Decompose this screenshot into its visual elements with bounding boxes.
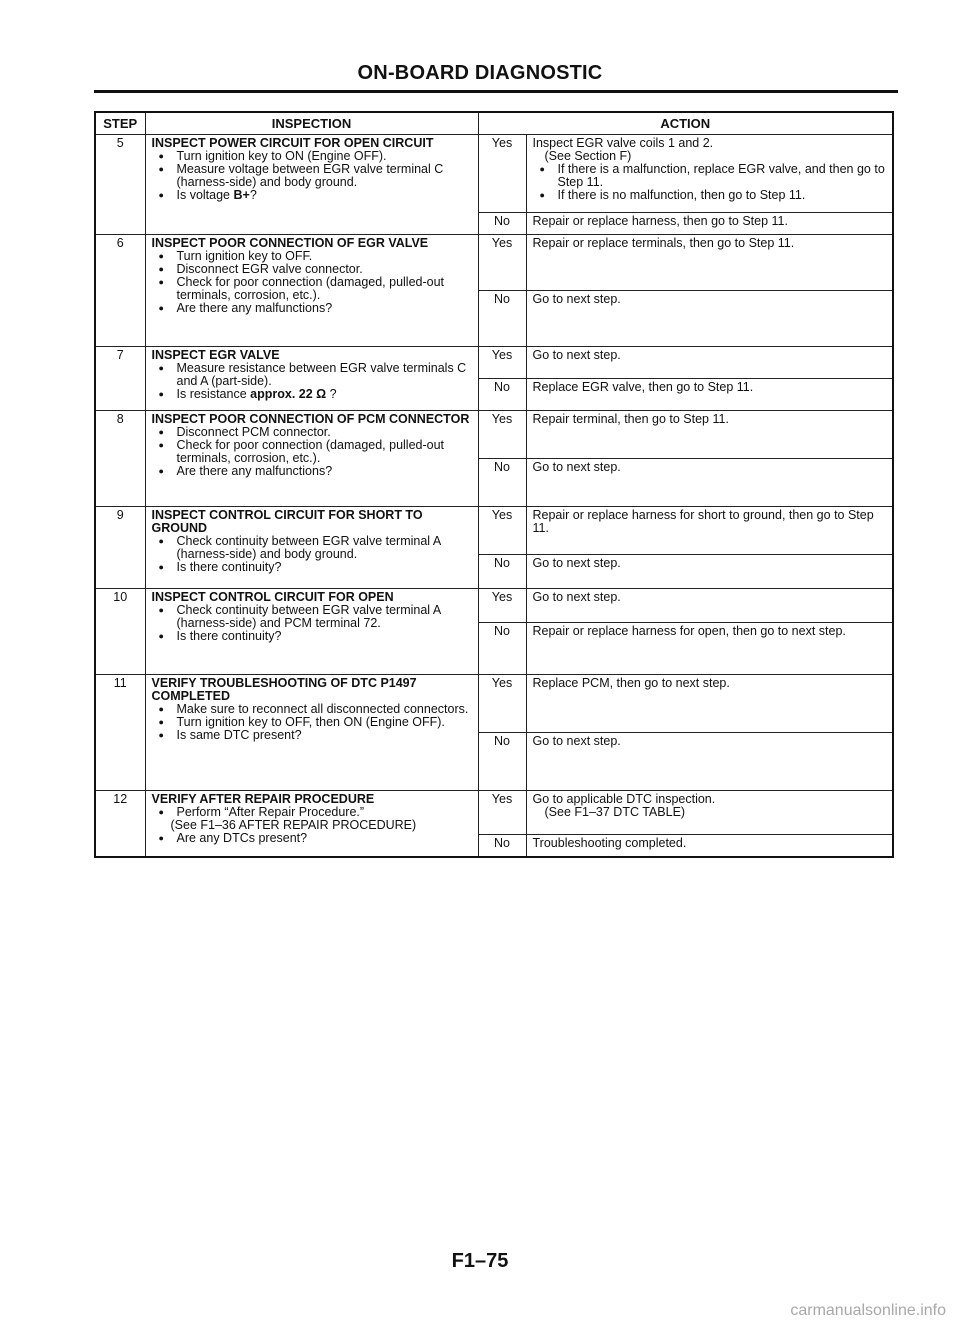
bullet: ● Turn ignition key to OFF, then ON (Engine OFF).: [152, 716, 472, 729]
step-number: 12: [95, 791, 145, 857]
action-yes: Repair or replace terminals, then go to Step 11.: [526, 235, 893, 291]
result-no: No: [478, 379, 526, 411]
action-no: Go to next step.: [526, 291, 893, 347]
header-inspection: INSPECTION: [145, 112, 478, 135]
title-rule: [94, 90, 898, 93]
table-row: [95, 235, 893, 291]
action-yes: Replace PCM, then go to next step.: [526, 675, 893, 733]
diagnostic-table: [94, 111, 894, 858]
result-yes: Yes: [478, 135, 526, 213]
inspection-cell: [145, 589, 478, 675]
step-number: 9: [95, 507, 145, 589]
action-no: Troubleshooting completed.: [526, 835, 893, 857]
table-row: [95, 675, 893, 733]
bullet: ● Check continuity between EGR valve terminal A (harness-side) and body ground.: [152, 535, 472, 561]
header-step: STEP: [95, 112, 145, 135]
action-no: Go to next step.: [526, 555, 893, 589]
table-row: [95, 589, 893, 623]
inspection-bullets: [152, 832, 472, 845]
bullet: ● Measure voltage between EGR valve terminal C (harness-side) and body ground.: [152, 163, 472, 189]
action-line: Inspect EGR valve coils 1 and 2.: [532, 136, 714, 150]
action-yes: Go to next step.: [526, 347, 893, 379]
step-number: 7: [95, 347, 145, 411]
bullet: ● Check continuity between EGR valve terminal A (harness-side) and PCM terminal 72.: [152, 604, 472, 630]
bullet: ● Disconnect PCM connector.: [152, 426, 472, 439]
result-yes: Yes: [478, 411, 526, 459]
step-number: 6: [95, 235, 145, 347]
bullet: ● Check for poor connection (damaged, pulled-out terminals, corrosion, etc.).: [152, 439, 472, 465]
result-yes: Yes: [478, 507, 526, 555]
inspection-reference: (See F1–36 AFTER REPAIR PROCEDURE): [170, 818, 417, 832]
bullet: ● Make sure to reconnect all disconnected connectors.: [152, 703, 472, 716]
result-yes: Yes: [478, 589, 526, 623]
bullet: ● Are any DTCs present?: [152, 832, 472, 845]
action-yes: Repair terminal, then go to Step 11.: [526, 411, 893, 459]
inspection-bullets: [152, 806, 472, 819]
header-action: ACTION: [478, 112, 893, 135]
step-number: 5: [95, 135, 145, 235]
bullet: ● If there is a malfunction, replace EGR valve, and then go to Step 11.: [533, 163, 887, 189]
inspection-cell: [145, 235, 478, 347]
inspection-title: INSPECT CONTROL CIRCUIT FOR SHORT TO GROUND: [151, 508, 423, 535]
table-row: [95, 347, 893, 379]
table-body: [95, 135, 893, 857]
bullet: ● Disconnect EGR valve connector.: [152, 263, 472, 276]
bullet: ● Turn ignition key to OFF.: [152, 250, 472, 263]
page-number: F1–75: [451, 1250, 509, 1272]
inspection-cell: [145, 135, 478, 235]
action-no: Repair or replace harness for open, then go to next step.: [526, 623, 893, 675]
inspection-title: INSPECT EGR VALVE: [151, 348, 280, 362]
result-yes: Yes: [478, 235, 526, 291]
result-yes: Yes: [478, 791, 526, 835]
bullet: ● If there is no malfunction, then go to Step 11.: [533, 189, 887, 202]
bullet: ● Check for poor connection (damaged, pulled-out terminals, corrosion, etc.).: [152, 276, 472, 302]
inspection-cell: [145, 507, 478, 589]
inspection-bullets: [152, 250, 472, 315]
bullet: ● Is there continuity?: [152, 630, 472, 643]
inspection-bullets: [152, 150, 472, 202]
bullet: ● Is resistance approx. 22 Ω ?: [152, 388, 472, 401]
inspection-title: INSPECT POOR CONNECTION OF PCM CONNECTOR: [151, 412, 470, 426]
inspection-title: INSPECT CONTROL CIRCUIT FOR OPEN: [151, 590, 394, 604]
result-yes: Yes: [478, 347, 526, 379]
action-line: Go to applicable DTC inspection.: [532, 792, 716, 806]
table-row: [95, 507, 893, 555]
watermark: carmanualsonline.info: [790, 1302, 946, 1319]
result-yes: Yes: [478, 675, 526, 733]
action-yes: [526, 791, 893, 835]
bullet: ● Measure resistance between EGR valve terminals C and A (part-side).: [152, 362, 472, 388]
inspection-bullets: [152, 426, 472, 478]
action-line: (See Section F): [544, 149, 632, 163]
result-no: No: [478, 291, 526, 347]
inspection-bullets: [152, 703, 472, 742]
step-number: 8: [95, 411, 145, 507]
result-no: No: [478, 623, 526, 675]
bullet: ● Is there continuity?: [152, 561, 472, 574]
bullet: ● Is voltage B+?: [152, 189, 472, 202]
bullet: ● Are there any malfunctions?: [152, 465, 472, 478]
table-row: [95, 411, 893, 459]
bullet: ● Turn ignition key to ON (Engine OFF).: [152, 150, 472, 163]
result-no: No: [478, 835, 526, 857]
inspection-cell: [145, 347, 478, 411]
table-row: [95, 791, 893, 835]
inspection-title: VERIFY TROUBLESHOOTING OF DTC P1497 COMPLETED: [151, 676, 417, 703]
result-no: No: [478, 213, 526, 235]
action-bullets: [533, 163, 887, 202]
page-title: ON-BOARD DIAGNOSTIC: [357, 62, 603, 84]
action-yes: Repair or replace harness for short to ground, then go to Step 11.: [526, 507, 893, 555]
inspection-cell: [145, 411, 478, 507]
inspection-cell: [145, 675, 478, 791]
inspection-bullets: [152, 362, 472, 401]
result-no: No: [478, 555, 526, 589]
step-number: 10: [95, 589, 145, 675]
action-yes: [526, 135, 893, 213]
action-no: Repair or replace harness, then go to Step 11.: [526, 213, 893, 235]
action-no: Go to next step.: [526, 459, 893, 507]
inspection-title: INSPECT POOR CONNECTION OF EGR VALVE: [151, 236, 429, 250]
bullet: ● Perform “After Repair Procedure.”: [152, 806, 472, 819]
step-number: 11: [95, 675, 145, 791]
result-no: No: [478, 459, 526, 507]
table-header-row: [95, 112, 893, 135]
inspection-bullets: [152, 604, 472, 643]
table-row: [95, 135, 893, 213]
action-yes: Go to next step.: [526, 589, 893, 623]
action-no: Go to next step.: [526, 733, 893, 791]
bullet: ● Are there any malfunctions?: [152, 302, 472, 315]
action-no: Replace EGR valve, then go to Step 11.: [526, 379, 893, 411]
inspection-cell: [145, 791, 478, 857]
inspection-title: INSPECT POWER CIRCUIT FOR OPEN CIRCUIT: [151, 136, 434, 150]
inspection-bullets: [152, 535, 472, 574]
bullet: ● Is same DTC present?: [152, 729, 472, 742]
action-line: (See F1–37 DTC TABLE): [544, 805, 686, 819]
result-no: No: [478, 733, 526, 791]
inspection-title: VERIFY AFTER REPAIR PROCEDURE: [151, 792, 375, 806]
